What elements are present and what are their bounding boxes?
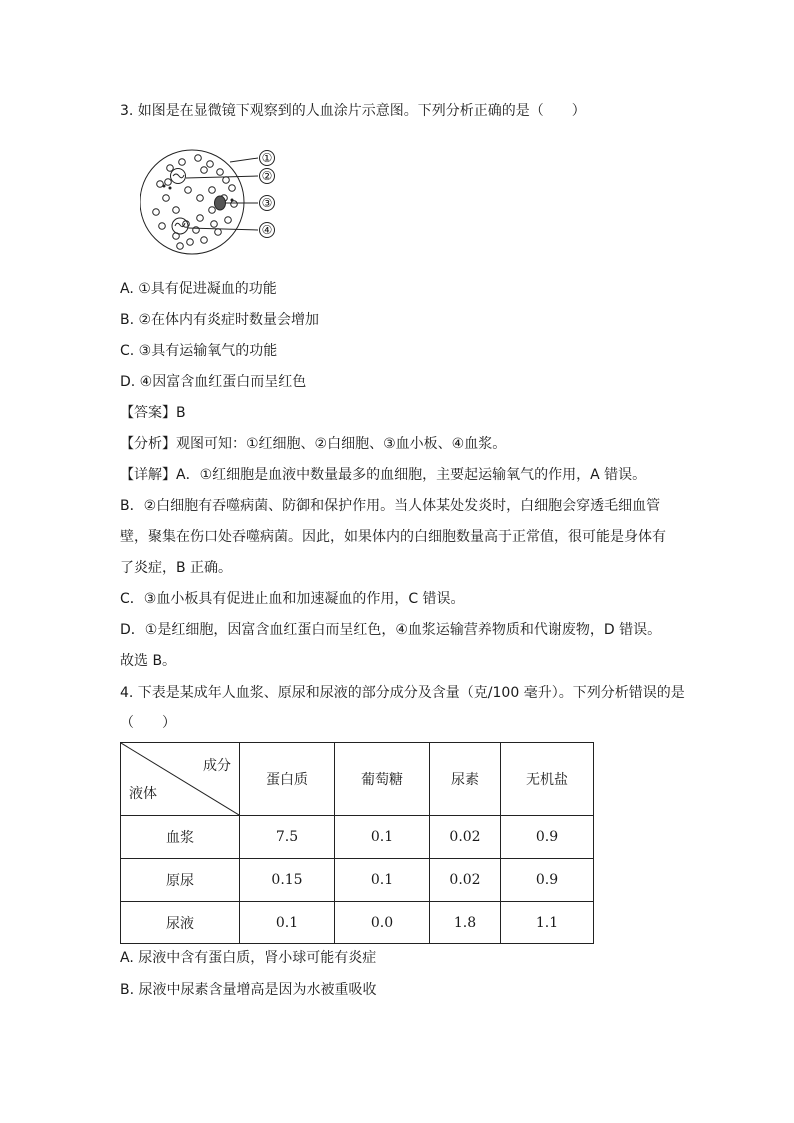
field-of-view-circle	[140, 150, 244, 254]
label-2: ②	[261, 169, 273, 183]
label-1: ①	[261, 151, 273, 165]
white-blood-cell	[172, 218, 188, 234]
table-cell: 0.1	[335, 816, 430, 859]
q3-detail-line: D．①是红细胞，因富含血红蛋白而呈红色，④血浆运输营养物质和代谢废物，D 错误。	[120, 622, 662, 638]
blood-smear-diagram	[140, 140, 290, 270]
q3-detail-line: 【详解】A．①红细胞是血液中数量最多的血细胞，主要起运输氧气的作用，A 错误。	[120, 467, 647, 483]
q3-conclusion: 故选 B。	[120, 653, 177, 669]
table-cell: 0.15	[240, 859, 335, 902]
row-label: 血浆	[121, 816, 240, 859]
q4-option-b: B. 尿液中尿素含量增高是因为水被重吸收	[120, 982, 377, 998]
q3-answer: 【答案】B	[120, 405, 186, 421]
label-4: ④	[261, 223, 273, 237]
table-row	[121, 816, 594, 859]
q3-detail-line: 了炎症，B 正确。	[120, 560, 233, 576]
composition-table	[120, 742, 594, 944]
q4-stem-blank: （ ）	[120, 715, 176, 731]
q3-option-b: B. ②在体内有炎症时数量会增加	[120, 312, 320, 328]
table-cell: 0.9	[501, 816, 594, 859]
table-cell: 1.8	[430, 902, 501, 944]
table-cell: 0.1	[335, 859, 430, 902]
q3-option-a: A. ①具有促进凝血的功能	[120, 281, 277, 297]
table-cell: 7.5	[240, 816, 335, 859]
row-label: 尿液	[121, 902, 240, 944]
table-cell: 0.1	[240, 902, 335, 944]
table-header: 尿素	[430, 743, 501, 816]
row-label: 原尿	[121, 859, 240, 902]
corner-bottom-label: 液体	[129, 786, 157, 802]
table-cell: 0.9	[501, 859, 594, 902]
q3-stem: 3. 如图是在显微镜下观察到的人血涂片示意图。下列分析正确的是（ ）	[120, 103, 586, 119]
table-row	[121, 859, 594, 902]
q3-detail-line: 壁，聚集在伤口处吞噬病菌。因此，如果体内的白细胞数量高于正常值，很可能是身体有	[120, 529, 666, 545]
table-cell: 0.02	[430, 859, 501, 902]
table-header: 蛋白质	[240, 743, 335, 816]
q4-stem: 4. 下表是某成年人血浆、原尿和尿液的部分成分及含量（克/100 毫升）。下列分析错误的是	[120, 685, 685, 701]
q3-analysis: 【分析】观图可知：①红细胞、②白细胞、③血小板、④血浆。	[120, 436, 507, 452]
diagonal-divider	[121, 743, 239, 815]
q4-option-a: A. 尿液中含有蛋白质，肾小球可能有炎症	[120, 950, 377, 966]
table-header-row	[121, 743, 594, 816]
table-corner-cell	[121, 743, 240, 816]
dark-cell	[215, 196, 226, 210]
table-header: 无机盐	[501, 743, 594, 816]
q3-detail-line: C．③血小板具有促进止血和加速凝血的作用，C 错误。	[120, 591, 465, 607]
q3-option-d: D. ④因富含血红蛋白而呈红色	[120, 374, 307, 390]
q3-detail-line: B．②白细胞有吞噬病菌、防御和保护作用。当人体某处发炎时，白细胞会穿透毛细血管	[120, 498, 661, 514]
q3-option-c: C. ③具有运输氧气的功能	[120, 343, 278, 359]
table-row	[121, 902, 594, 944]
label-3: ③	[261, 196, 273, 210]
corner-top-label: 成分	[203, 758, 231, 774]
table-cell: 0.02	[430, 816, 501, 859]
table-header: 葡萄糖	[335, 743, 430, 816]
table-cell: 1.1	[501, 902, 594, 944]
table-cell: 0.0	[335, 902, 430, 944]
